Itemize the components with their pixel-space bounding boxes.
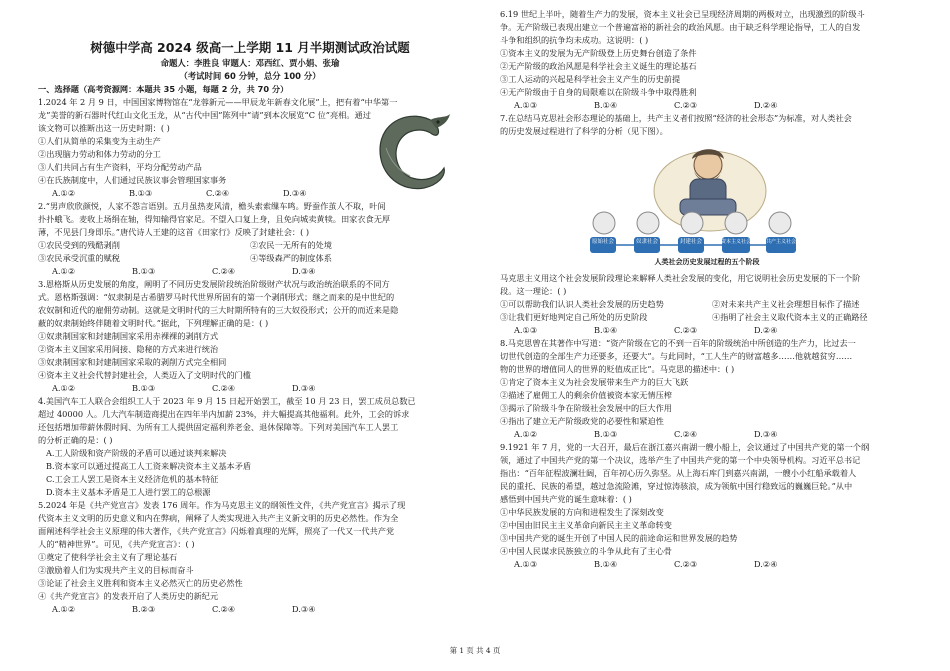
stage-label-3: 封建社会 — [679, 239, 703, 245]
option-line: ①人们从简单的采集变为主动生产 — [38, 136, 161, 146]
question-1 — [38, 96, 462, 200]
answer-a: A.①③ — [514, 325, 538, 335]
answer-c: C.②④ — [206, 188, 230, 198]
thinker-cartoon-image — [542, 141, 872, 269]
question-line: 争。无产阶级已表现出建立一个普遍富裕的新社会的政治风愿。由于缺乏科学理论指导，工人的自发 — [500, 22, 861, 32]
question-line: 7.在总结马克思社会形态理论的基础上，共产主义者们按照“经济的社会形态”为标准，对人类社会 — [500, 113, 852, 123]
question-line: 扑扑蛾飞。麦收上场绢在轴，得知输得官家足。不望入口复上身，且免向城卖黄犊。田家衣食无厚 — [38, 214, 391, 224]
question-line: 8.马克思曾在其著作中写道：“资产阶级在它的不到一百年的阶级统治中所创造的生产力，比过去一 — [500, 338, 856, 348]
question-line: 感悟到中国共产党的诞生意味着：( ) — [500, 494, 632, 504]
option-line: ②对未来共产主义社会理想目标作了描述 — [712, 299, 860, 309]
stage-label-5: 共产主义社会 — [765, 239, 797, 245]
question-line: 超过 40000 人。几大汽车制造商提出在四年半内加薪 23%，并大幅提高其他福利。此外，工会的诉求 — [38, 409, 410, 419]
option-line: D.资本主义基本矛盾是工人进行罢工的总根源 — [46, 487, 211, 497]
option-line: ④在氏族制度中，人们通过民族议事会管理国家事务 — [38, 175, 227, 185]
question-line: 4.美国汽车工人联合会组织工人于 2023 年 9 月 15 日起开始罢工，截至 10 月 23 日，罢工成员总数已 — [38, 396, 416, 406]
left-column — [38, 43, 462, 616]
option-line: ③农民承受沉重的赋税 — [38, 253, 120, 263]
section-heading: 一、选择题（高考资源网：本题共 35 小题，每题 2 分，共 70 分） — [38, 84, 289, 94]
social-stages-figure — [542, 141, 872, 269]
answer-a: A.①② — [52, 383, 76, 393]
answer-b: B.①③ — [132, 266, 156, 276]
stage-label-2: 奴隶社会 — [635, 239, 659, 245]
answer-choices — [500, 558, 924, 571]
answer-b: B.①④ — [594, 325, 618, 335]
option-line: ②激励着人们为实现共产主义的目标而奋斗 — [38, 565, 194, 575]
answer-choices — [38, 265, 462, 278]
question-line: 还包括增加带薪休假时间、为所有工人提供固定福利养老金、退休保障等。下列对美国汽车工人罢工 — [38, 422, 399, 432]
option-line: ②描述了雇佣工人的剩余价值被资本家无情压榨 — [500, 390, 672, 400]
question-line: 的历史发展过程进行了科学的分析（见下图）。 — [500, 126, 668, 136]
option-line: ③奴隶制国家和封建制国家采取的剥削方式完全相同 — [38, 357, 227, 367]
answer-choices — [500, 324, 924, 337]
answer-b: B.①③ — [132, 383, 156, 393]
answer-c: C.②③ — [674, 100, 698, 110]
question-8 — [500, 337, 924, 441]
figure-caption: 人类社会历史发展过程的五个阶段 — [654, 258, 760, 266]
question-line: 2.“男声欣欣颜悦，人家不怨言语别。五月虽热麦风清，檐头索索缫车鸣。野蚕作茧人不取，叶间 — [38, 201, 386, 211]
answer-d: D.②④ — [754, 559, 778, 569]
option-line: ③工人运动的兴起是科学社会主义产生的历史前提 — [500, 74, 681, 84]
answer-d: D.③④ — [292, 604, 316, 614]
stage-label-4: 资本主义社会 — [720, 239, 752, 245]
question-line: 切世代创造的全部生产力还要多，还要大”。与此同时，“工人生产的财富越多……他就越贫穷…… — [500, 351, 853, 361]
option-line: ③让我们更好地判定自己所处的历史阶段 — [500, 312, 648, 322]
answer-a: A.①③ — [514, 559, 538, 569]
question-line: 马克思主义用这个社会发展阶段理论来解释人类社会发展的变化，用它说明社会历史发展的下一个阶 — [500, 273, 861, 283]
option-line: ①肯定了资本主义为社会发展带来生产力的巨大飞跃 — [500, 377, 689, 387]
option-line: ④《共产党宣言》的发表开启了人类历史的新纪元 — [38, 591, 219, 601]
answer-choices — [38, 187, 360, 200]
question-line: 农奴制和近代的雇佣劳动制。这就是文明时代的三大时期所特有的三大奴役形式；公开的而近来是隐 — [38, 305, 399, 315]
answer-b: B.①③ — [129, 188, 153, 198]
answer-d: D.③④ — [283, 188, 307, 198]
option-line: A.工人阶级和资产阶级的矛盾可以通过谈判来解决 — [46, 448, 227, 458]
option-line: ②出现脑力劳动和体力劳动的分工 — [38, 149, 161, 159]
question-line: 9.1921 年 7 月，党的一大召开，最后在浙江嘉兴南湖一艘小船上，会议通过了中国共产党的第一个纲 — [500, 442, 870, 452]
option-line: ③人们共同占有生产资料，平均分配劳动产品 — [38, 162, 202, 172]
answer-choices — [38, 603, 462, 616]
question-line: 面阐述科学社会主义原理的伟大著作，《共产党宣言》闪烁着真理的光辉，照亮了一代又一代共产党 — [38, 526, 395, 536]
option-line: ①资本主义的发展为无产阶级登上历史舞台创造了条件 — [500, 48, 697, 58]
answer-b: B.②③ — [132, 604, 156, 614]
answer-d: D.②④ — [754, 325, 778, 335]
option-line: ②无产阶级的政治风愿是科学社会主义诞生的理论基石 — [500, 61, 697, 71]
option-line: ①中华民族发展的方向和进程发生了深刻改变 — [500, 507, 664, 517]
answer-d: D.③④ — [292, 266, 316, 276]
question-line: 薄，不见县门身即乐。”唐代诗人王建的这首《田家行》反映了封建社会：( ) — [38, 227, 310, 237]
answer-c: C.②④ — [212, 266, 236, 276]
option-line: ①农民受到的残酷剥削 — [38, 240, 120, 250]
answer-choices — [38, 382, 462, 395]
question-line: 龙”美誉的新石器时代红山文化玉龙，从“古代中国”陈列中“请”到本次展览“C 位”亮相。通过 — [38, 110, 371, 120]
question-6 — [500, 8, 924, 112]
option-line: B.资本家可以通过提高工人工资来解决资本主义基本矛盾 — [46, 461, 252, 471]
question-9 — [500, 441, 924, 571]
question-line: 领，通过了中国共产党的第一个决议，选举产生了中国共产党的第一个中央领导机构。习近平总书记 — [500, 455, 861, 465]
page-footer: 第 1 页 共 4 页 — [449, 646, 501, 655]
answer-c: C.②③ — [674, 559, 698, 569]
option-line: ②资本主义国家采用间接、隐秘的方式来进行统治 — [38, 344, 219, 354]
question-line: 段。这一理论：( ) — [500, 286, 567, 296]
question-line: 物的世界的增值同人的世界的贬值成正比”。马克思的描述中：( ) — [500, 364, 735, 374]
answer-a: A.①② — [514, 429, 538, 439]
answer-a: A.①② — [52, 266, 76, 276]
option-line: ②农民一无所有的处境 — [250, 240, 332, 250]
question-line: 式。恩格斯强调：“奴隶制是古希腊罗马时代世界所固有的第一个剥削形式；继之而来的是中世纪的 — [38, 292, 395, 302]
answer-d: D.②④ — [754, 100, 778, 110]
question-line: 3.恩格斯从历史发展的角度，阐明了不同历史发展阶段统治阶级财产状况与政治统治联系的不同方 — [38, 279, 390, 289]
option-line: ④等级森严的制度体系 — [250, 253, 332, 263]
answer-choices — [500, 99, 924, 112]
option-line: ③论证了社会主义胜利和资本主义必然灭亡的历史必然性 — [38, 578, 243, 588]
exam-title: 树德中学高 2024 级高一上学期 11 月半期测试政治试题 — [90, 40, 410, 55]
question-7 — [500, 112, 924, 337]
answer-a: A.①② — [52, 188, 76, 198]
question-line: 1.2024 年 2 月 9 日，中国国家博物馆在“龙蓉新元——甲辰龙年新春文化展”上，把有着“中华第一 — [38, 97, 398, 107]
exam-setters: 命题人：李胜良 审题人：邓西红、贾小娟、张瑜 — [160, 58, 340, 68]
right-column — [500, 8, 924, 571]
exam-info: （考试时间 60 分钟，总分 100 分） — [179, 71, 321, 81]
answer-c: C.②④ — [212, 383, 236, 393]
question-line: 5.2024 年是《共产党宣言》发表 176 周年。作为马克思主义的纲领性文件，《共产党宣言》揭示了现 — [38, 500, 406, 510]
question-3 — [38, 278, 462, 395]
jade-dragon-image — [372, 108, 458, 198]
question-4 — [38, 395, 462, 499]
question-line: 6.19 世纪上半叶，随着生产力的发展，资本主义社会已呈现经济周期的两极对立，出现激烈的阶级斗 — [500, 9, 865, 19]
answer-choices — [500, 428, 924, 441]
option-line: C.工会工人罢工是资本主义经济危机的基本特征 — [46, 474, 219, 484]
option-line: ②中国由旧民主主义革命向新民主主义革命转变 — [500, 520, 672, 530]
answer-c: C.②③ — [674, 325, 698, 335]
answer-c: C.②④ — [212, 604, 236, 614]
question-line: 民的重托、民族的希望，越过急流险滩，穿过惊涛骇浪，成为领航中国行稳致远的巍巍巨轮。”从中 — [500, 481, 853, 491]
question-line: 斗争和组织的抗争均未成功。这说明：( ) — [500, 35, 649, 45]
question-line: 指出：“百年征程波澜壮阔，百年初心历久弥坚。从上海石库门到嘉兴南湖，一艘小小红船承载着人 — [500, 468, 857, 478]
option-line: ①奠定了使科学社会主义有了理论基石 — [38, 552, 178, 562]
answer-d: D.③④ — [754, 429, 778, 439]
question-line: 的分析正确的是：( ) — [38, 435, 113, 445]
answer-a: A.①③ — [514, 100, 538, 110]
option-line: ④无产阶级由于自身的局限难以在阶级斗争中取得胜利 — [500, 87, 697, 97]
answer-c: C.②④ — [674, 429, 698, 439]
question-line: 人的“精神世界”。可见，《共产党宣言》：( ) — [38, 539, 195, 549]
question-line: 代资本主义文明的历史意义和内在弊病，阐释了人类实现进入共产主义新文明的历史必然性。作为全 — [38, 513, 399, 523]
answer-a: A.①② — [52, 604, 76, 614]
answer-b: B.①④ — [594, 100, 618, 110]
question-line: 该文物可以推断出这一历史时期：( ) — [38, 123, 170, 133]
option-line: ④指出了建立无产阶级政党的必要性和紧迫性 — [500, 416, 664, 426]
option-line: ④中国人民谋求民族独立的斗争从此有了主心骨 — [500, 546, 672, 556]
option-line: ①奴隶制国家和封建制国家采用赤裸裸的剥削方式 — [38, 331, 219, 341]
question-2 — [38, 200, 462, 278]
answer-b: B.①④ — [594, 559, 618, 569]
answer-b: B.①③ — [594, 429, 618, 439]
option-line: ④指明了社会主义取代资本主义的正确路径 — [712, 312, 868, 322]
option-line: ①可以帮助我们认识人类社会发展的历史趋势 — [500, 299, 664, 309]
option-line: ③揭示了阶级斗争在阶级社会发展中的巨大作用 — [500, 403, 672, 413]
question-line: 蔽的奴隶制始终伴随着文明时代。”据此，下列理解正确的是：( ) — [38, 318, 269, 328]
option-line: ③中国共产党的诞生开创了中国人民的前途命运和世界发展的趋势 — [500, 533, 738, 543]
answer-d: D.③④ — [292, 383, 316, 393]
question-5 — [38, 499, 462, 616]
stage-label-1: 原始社会 — [591, 239, 615, 245]
option-line: ④资本主义社会代替封建社会，人类迈入了文明时代的门槛 — [38, 370, 251, 380]
